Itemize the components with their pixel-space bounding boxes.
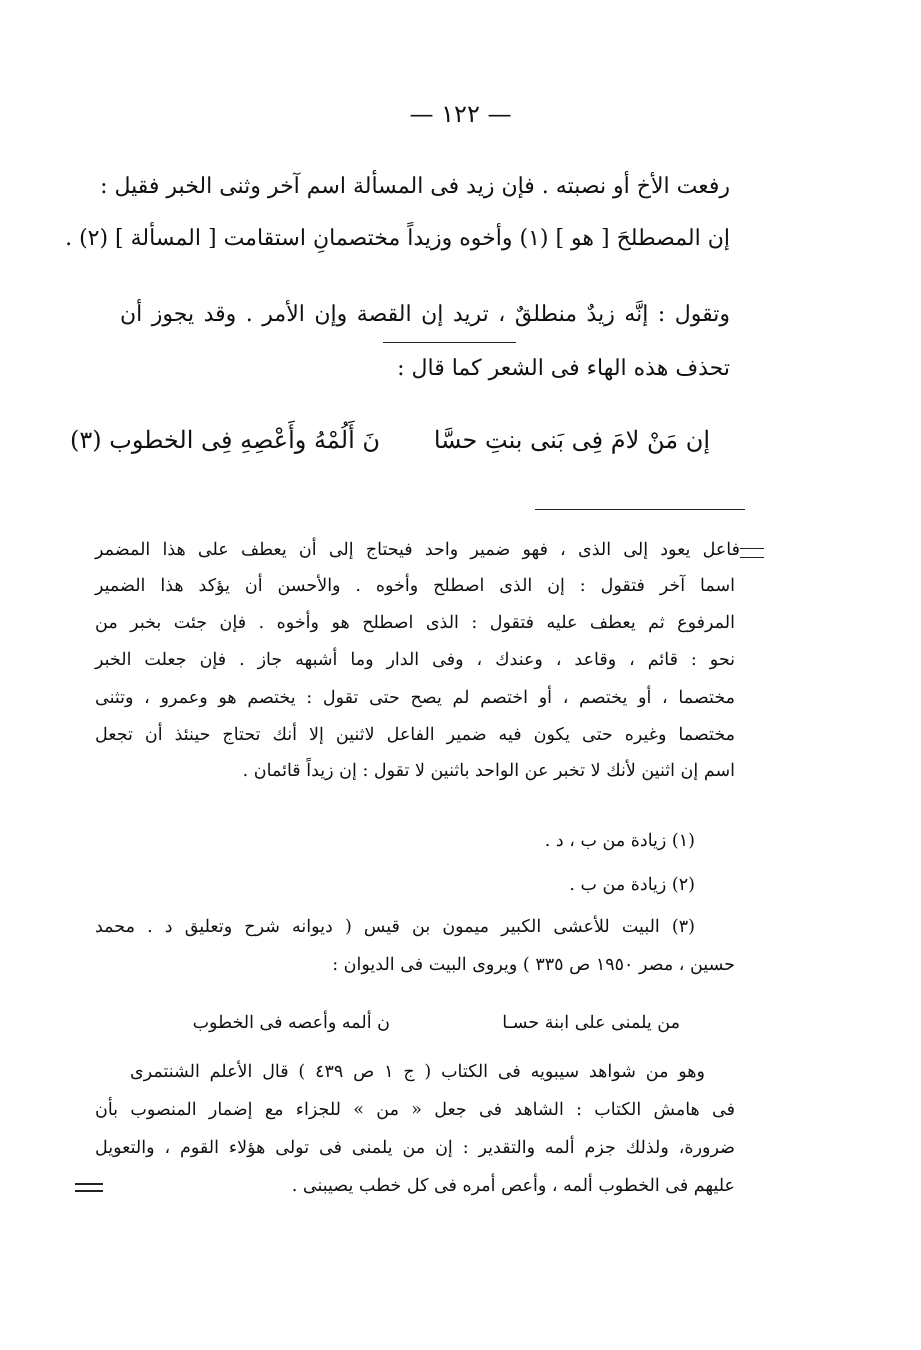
body-line-4: تحذف هذه الهاء فى الشعر كما قال : bbox=[397, 356, 730, 381]
footnote-cont-line-1: فاعل يعود إلى الذى ، فهو ضمير واحد فيحتاج إلى أن يعطف على هذا المضمر bbox=[95, 540, 740, 560]
diwan-verse-first: من يلمنى على ابنة حسـا bbox=[502, 1013, 680, 1033]
footnote-cont-line-5: مختصما ، أو يختصم ، أو اختصم لم يصح حتى تقول : يختصم هو وعمرو ، وتثنى bbox=[95, 688, 735, 708]
footnote-3-line-1: (٣) البيت للأعشى الكبير ميمون بن قيس ( ديوانه شرح وتعليق د . محمد bbox=[95, 917, 695, 937]
footnote-cont-line-4: نحو : قائم ، وقاعد ، وعندك ، وفى الدار وما أشبهه جاز . فإن جعلت الخبر bbox=[95, 650, 735, 670]
body-line-3: وتقول : إنَّه زيدٌ منطلقٌ ، تريد إن القصة وإن الأمر . وقد يجوز أن bbox=[120, 302, 730, 327]
commentary-line-1: وهو من شواهد سيبويه فى الكتاب ( ج ١ ص ٤٣٩ ) قال الأعلم الشنتمرى bbox=[130, 1062, 705, 1082]
commentary-line-4: عليهم فى الخطوب ألمه ، وأعص أمره فى كل خطب يصيبنى . bbox=[291, 1176, 735, 1196]
footnote-1: (١) زيادة من ب ، د . bbox=[544, 831, 695, 851]
end-mark bbox=[75, 1183, 103, 1192]
commentary-line-2: فى هامش الكتاب : الشاهد فى جعل « من » للجزاء مع إضمار المنصوب بأن bbox=[95, 1100, 735, 1120]
underline-mark bbox=[383, 342, 516, 343]
body-line-2: إن المصطلحَ [ هو ] (١) وأخوه وزيداً مختصمانِ استقامت [ المسألة ] (٢) . bbox=[65, 226, 730, 251]
page-number: — ١٢٢ — bbox=[409, 100, 512, 128]
continuation-mark bbox=[740, 548, 764, 558]
commentary-line-3: ضرورة، ولذلك جزم ألمه والتقدير : إن من يلمنى فى تولى هؤلاء القوم ، والتعويل bbox=[95, 1138, 735, 1158]
footnote-separator bbox=[535, 509, 745, 510]
verse-first-hemistich: إن مَنْ لامَ فِى بَنى بنتِ حسَّا bbox=[433, 426, 710, 454]
diwan-verse-second: ن ألمه وأعصه فى الخطوب bbox=[192, 1013, 390, 1033]
body-line-1: رفعت الأخ أو نصبته . فإن زيد فى المسألة اسم آخر وثنى الخبر فقيل : bbox=[100, 174, 730, 199]
footnote-cont-line-6: مختصما وغيره حتى يكون فيه ضمير الفاعل لاثنين إلا أنك تحتاج حينئذ أن تجعل bbox=[95, 725, 735, 745]
footnote-cont-line-3: المرفوع ثم يعطف عليه فتقول : الذى اصطلح هو وأخوه . فإن جئت بخبر من bbox=[95, 613, 735, 633]
footnote-cont-line-7: اسم إن اثنين لأنك لا تخبر عن الواحد باثنين لا تقول : إن زيداً قائمان . bbox=[242, 761, 735, 781]
footnote-3-line-2: حسين ، مصر ١٩٥٠ ص ٣٣٥ ) ويروى البيت فى الديوان : bbox=[332, 955, 735, 975]
footnote-2: (٢) زيادة من ب . bbox=[569, 875, 695, 895]
footnote-cont-line-2: اسما آخر فتقول : إن الذى اصطلح وأخوه . والأحسن أن يؤكد هذا الضمير bbox=[95, 576, 735, 596]
verse-second-hemistich: نَ أَلُمْهُ وأَعْصِهِ فِى الخطوب (٣) bbox=[69, 426, 380, 454]
